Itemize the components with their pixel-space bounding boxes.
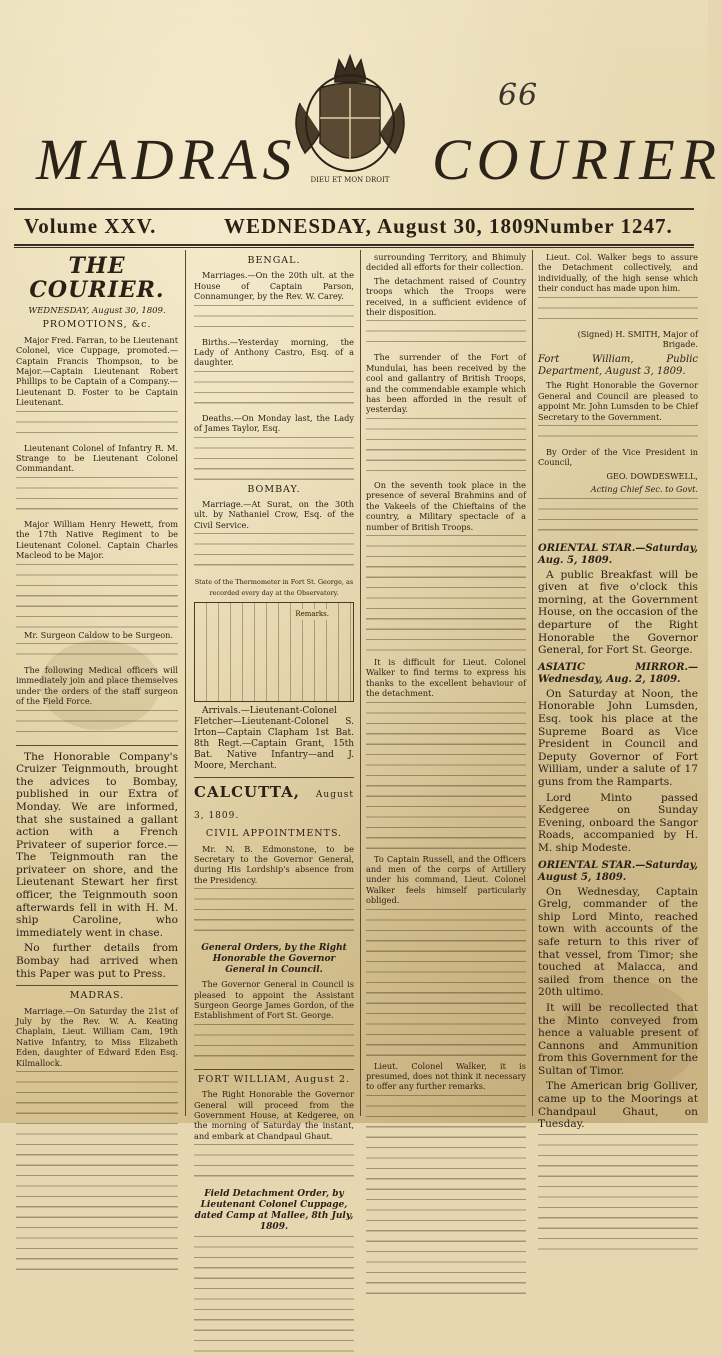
illegible-text [538,297,698,327]
lead-paragraph: It will be recollected that the Minto conveyed from hence a valuable present of Cannons and Ammunition from this Government for the Sultan of Timor. [538,1001,698,1077]
divider [14,208,694,210]
article-paragraph: By Order of the Vice President in Council, [538,447,698,468]
article-paragraph: The following Medical officers will immediately join and place themselves under the orders of the staff surgeon of the Field Force. [16,664,178,707]
illegible-text [194,888,354,938]
illegible-text [16,477,178,517]
section-heading: FORT WILLIAM, August 2. [197,1073,351,1085]
section-heading: ORIENTAL STAR.—Saturday, August 5, 1809. [538,859,698,883]
illegible-text [194,371,354,411]
section-heading: PROMOTIONS, &c. [42,319,152,331]
section-heading: CIVIL APPOINTMENTS. [205,828,343,840]
illegible-text [366,535,526,655]
section-heading: MADRAS. [69,990,125,1002]
illegible-text [366,320,526,350]
section-heading [194,783,354,825]
section-heading: ORIENTAL STAR.—Saturday, Aug. 5, 1809. [538,542,698,566]
section-heading: General Orders, by the Right Honorable the Governor General in Council. [201,943,347,976]
lead-paragraph: No further details from Bombay had arrived when this Paper was put to Press. [16,942,178,980]
illegible-text [194,305,354,335]
article-paragraph: It is difficult for Lieut. Colonel Walker to find terms to express his thanks to the excellent behaviour of the detachment. [366,656,526,699]
article-paragraph: On the seventh took place in the presence of several Brahmins and of the Vakeels of the Chieftains of the country, a Military spectacle of a number of British Troops. [366,479,526,532]
table-header-remarks: Remarks. [295,610,329,619]
lead-paragraph: Arrivals.—Lieutenant-Colonel Fletcher—Lieutenant-Colonel S. Irton—Captain Clapham 1st Bat. 8th Regt.—Captain Grant, 15th Bat. Native Infantry—and J. Moore, Merchant. [194,706,354,772]
column-2 [194,252,354,1233]
calcutta-title: CALCUTTA, [194,783,300,802]
illegible-text [16,411,178,441]
article-paragraph: Lieut. Colonel Walker, it is presumed, does not think it necessary to offer any further remarks. [366,1060,526,1092]
crest-motto: DIEU ET MON DROIT [310,176,390,184]
article-paragraph: Marriage.—At Surat, on the 30th ult. by Nathaniel Crow, Esq. of the Civil Service. [194,499,354,530]
illegible-text [194,1236,354,1356]
section-title: THE COURIER. [29,253,165,303]
dateline [14,214,694,240]
illegible-text [366,1095,526,1295]
signature-line: GEO. DOWDESWELL, [606,470,698,481]
section-heading: ASIATIC MIRROR.—Wednesday, Aug. 2, 1809. [538,661,698,685]
article-paragraph: The detachment raised of Country troops which the Troops were received, in a sufficient evidence of their disposition. [366,275,526,318]
column-4 [538,252,698,1131]
column-3 [366,252,526,1114]
illegible-text [366,702,526,852]
illegible-text [16,643,178,663]
article-paragraph: Marriages.—On the 20th ult. at the House of Captain Parson, Connamunger, by the Rev. W. Carey. [194,270,354,302]
lead-paragraph: On Wednesday, Captain Grelg, commander of the ship Lord Minto, reached town with accounts of the safe return to this river of that vessel, from Timor; she touched at Malacca, and sailed from thence on the 20th ultimo. [538,885,698,999]
article-paragraph: Mr. Surgeon Caldow to be Surgeon. [24,629,174,640]
issue-number: Number 1247. [534,214,673,238]
article-paragraph: The Right Honorable the Governor General and Council are pleased to appoint Mr. John Lumsden to be Chief Secretary to the Government. [538,380,698,422]
lead-paragraph: On Saturday at Noon, the Honorable John Lumsden, Esq. took his place at the Supreme Board as Vice President in Council and Deputy Governor of Fort William, under a salute of 17 guns from the Ramparts. [538,687,698,788]
masthead [0,126,722,196]
divider [16,985,178,986]
issue-date: WEDNESDAY, August 30, 1809. [224,214,542,238]
lead-paragraph: A public Breakfast will be given at five o'clock this morning, at the Government House, on the occasion of the departure of the Right Honorable the Governor General, for Fort St. George. [538,568,698,657]
masthead-title-right: COURIER [432,127,722,192]
signature-line: (Signed) H. SMITH, Major of Brigade. [577,328,698,350]
illegible-text [194,1144,354,1184]
divider [16,745,178,746]
section-heading: BOMBAY. [247,483,301,495]
illegible-text [194,1024,354,1064]
illegible-text [538,1134,698,1254]
lead-paragraph: The Honorable Company's Cruizer Teignmouth, brought the advices to Bombay, published in our Extra of Monday. We are informed, that she sustained a gallant action with a French Privateer of superior force.—The Teignmouth ran the privateer on shore, and the Lieutenant Stewart her first officer, the Teignmouth soon afterwards fell in with H. M. ship Caroline, who immediately went in chase. [16,750,178,939]
section-heading: BENGAL. [247,255,301,266]
lead-paragraph: Lord Minto passed Kedgeree on Sunday Evening, onboard the Sangor Roads, accompanied by H. M. ship Modeste. [538,791,698,854]
column-1 [16,252,178,1114]
article-paragraph: Major William Henry Hewett, from the 17th Native Regiment to be Lieutenant Colonel. Captain Charles Macleod to be Major. [16,518,178,561]
column-divider [360,250,361,1116]
article-paragraph: Lieutenant Colonel of Infantry R. M. Strange to be Lieutenant Colonel Commandant. [16,442,178,474]
thermometer-table [194,602,354,702]
article-paragraph: Births.—Yesterday morning, the Lady of Anthony Castro, Esq. of a daughter. [194,336,354,368]
lead-paragraph: The American brig Golliver, came up to the Moorings at Chandpaul Ghaut, on Tuesday. [538,1080,698,1131]
calcutta-date: August 3, 1809. [194,790,354,822]
illegible-text [16,564,178,628]
article-paragraph: The Governor General in Council is pleased to appoint the Assistant Surgeon George James Gordon, of the Establishment of Fort St. George. [194,979,354,1021]
article-paragraph: surrounding Territory, and Bhimuly decided all efforts for their collection. [366,252,526,273]
volume-label: Volume XXV. [24,214,157,238]
article-paragraph: The surrender of the Fort of Mundulai, has been received by the cool and gallantry of British Troops, and the commendable example which has been afforded in the result of yesterday. [366,352,526,415]
illegible-text [366,418,526,478]
section-heading: Field Detachment Order, by Lieutenant Colonel Cuppage, dated Camp at Mallee, 8th July, 1809. [194,1189,354,1233]
divider [194,777,354,778]
article-paragraph: Marriage.—On Saturday the 21st of July by the Rev. W. A. Keating Chaplain, Lieut. William Cam, 19th Native Infantry, to Miss Elizabeth Eden, daughter of Edward Eden Esq. Kilmallock. [16,1005,178,1068]
article-paragraph: Deaths.—On Monday last, the Lady of James Taylor, Esq. [194,412,354,434]
section-heading: Fort William, Public Department, August 3, 1809. [538,354,698,378]
divider [14,247,694,248]
article-paragraph: To Captain Russell, and the Officers and men of the corps of Artillery under his command, Lieut. Colonel Walker feels himself particularly obliged. [366,853,526,906]
illegible-text [194,533,354,573]
thermometer-table-caption: State of the Thermometer in Fort St. George, as recorded every day at the Observatory. [194,578,354,597]
column-divider [532,250,533,1116]
masthead-title-left: MADRAS [36,127,298,192]
article-paragraph: Mr. N. B. Edmonstone, to be Secretary to the Governor General, during His Lordship's absence from the Presidency. [194,843,354,885]
signature-title: Acting Chief Sec. to Govt. [590,484,698,495]
handwritten-note: 66 [498,78,539,113]
illegible-text [538,498,698,538]
illegible-text [16,1071,178,1271]
illegible-text [16,710,178,740]
article-paragraph: The Right Honorable the Governor General will proceed from the Government House, at Kedgeree, on the morning of Saturday the instant, and embark at Chandpaul Ghaut. [194,1089,354,1141]
article-paragraph: Lieut. Col. Walker begs to assure the Detachment collectively, and individually, of the high sense which their conduct has made upon him. [538,252,698,294]
illegible-text [194,437,354,481]
divider [14,244,694,246]
column-divider [185,250,186,1116]
divider [194,1069,354,1070]
article-paragraph: Major Fred. Farran, to be Lieutenant Colonel, vice Cuppage, promoted.—Captain Francis Thompson, to be Major.—Captain Lieutenant Robert Phillips to be Captain of a Company.—Lieutenant D. Foster to be Captain Lieutenant. [16,334,178,408]
section-date: WEDNESDAY, August 30, 1809. [28,306,166,316]
illegible-text [538,425,698,445]
illegible-text [366,909,526,1059]
